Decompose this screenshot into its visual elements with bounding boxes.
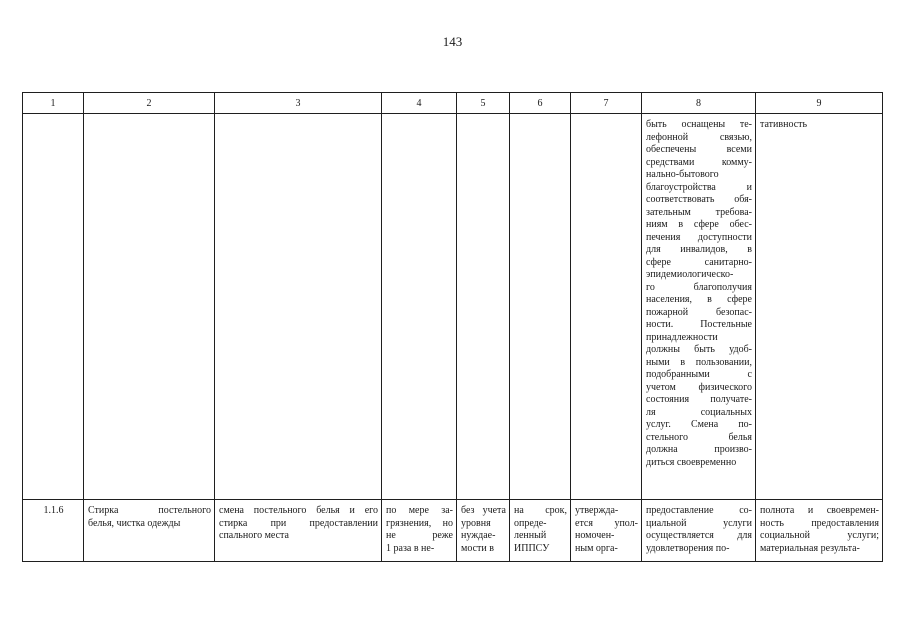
cell-line: должна произво- xyxy=(646,444,752,455)
cell-line: мости в xyxy=(461,542,494,554)
cell-line: го благополучия xyxy=(646,281,752,293)
cell-line: подобранными с xyxy=(646,369,752,380)
cell-line: ниям в сфере обес- xyxy=(646,219,752,230)
cell-line: печения доступности xyxy=(646,231,752,243)
cell-line: на срок, xyxy=(514,505,567,516)
evaluation-cell xyxy=(756,500,883,562)
table-cell xyxy=(382,114,457,500)
column-header: 3 xyxy=(215,93,382,114)
service-frequency-cell xyxy=(382,500,457,562)
cell-line: грязнения, но xyxy=(386,517,453,529)
cell-line: быть оснащены те- xyxy=(646,119,752,130)
standard-description-cell xyxy=(642,500,756,562)
cell-line: опреде- xyxy=(514,517,547,529)
column-header: 5 xyxy=(457,93,510,114)
column-header: 6 xyxy=(510,93,571,114)
cell-line: ИППСУ xyxy=(514,542,550,554)
cell-line: нально-бытового xyxy=(646,169,719,180)
cell-line: ленный xyxy=(514,530,547,541)
table-cell xyxy=(23,114,84,500)
evaluation-cell xyxy=(756,114,883,500)
cell-line: предоставление со- xyxy=(646,505,752,516)
cell-line: уровня xyxy=(461,517,491,529)
cell-line: без учета xyxy=(461,505,506,516)
cell-line: благоустройства и xyxy=(646,181,752,193)
services-table xyxy=(22,92,883,562)
cell-line: лефонной связью, xyxy=(646,131,752,143)
cell-line: ется упол- xyxy=(575,517,638,529)
cell-line: диться своевременно xyxy=(646,456,737,468)
cell-line: сфере санитарно- xyxy=(646,256,752,268)
table-row-continuation xyxy=(23,114,883,500)
cell-line: обеспечены всеми xyxy=(646,144,752,155)
cell-line: стирка при предоставлении xyxy=(219,517,378,529)
cell-line: ными в пользовании, xyxy=(646,356,752,368)
service-unit-cell xyxy=(457,500,510,562)
table-cell xyxy=(571,114,642,500)
column-header: 9 xyxy=(756,93,883,114)
column-header: 1 xyxy=(23,93,84,114)
column-header: 7 xyxy=(571,93,642,114)
cell-line: смена постельного белья и его xyxy=(219,505,378,516)
cell-line: учетом физического xyxy=(646,381,752,393)
cell-line: ности. Постельные xyxy=(646,319,752,330)
table-cell xyxy=(84,114,215,500)
cell-line: Стирка постельного xyxy=(88,505,211,516)
cell-line: удовлетворения по- xyxy=(646,542,730,554)
service-term-cell xyxy=(510,500,571,562)
service-tariff-cell xyxy=(571,500,642,562)
service-number-cell: 1.1.6 xyxy=(23,500,84,562)
table-row-1-1-6 xyxy=(23,500,883,562)
cell-line: полнота и своевремен- xyxy=(760,505,879,516)
column-header: 2 xyxy=(84,93,215,114)
cell-line: пожарной безопас- xyxy=(646,306,752,318)
cell-line: стельного белья xyxy=(646,431,752,443)
column-header: 8 xyxy=(642,93,756,114)
cell-line: состояния получате- xyxy=(646,394,752,405)
standard-description-cell xyxy=(642,114,756,500)
cell-line: не реже xyxy=(386,530,453,541)
table-cell xyxy=(457,114,510,500)
cell-line: населения, в сфере xyxy=(646,294,752,305)
cell-line: 1 раза в не- xyxy=(386,542,435,554)
column-header: 4 xyxy=(382,93,457,114)
cell-line: должны быть удоб- xyxy=(646,344,752,355)
header-row xyxy=(23,93,883,114)
cell-line: эпидемиологическо- xyxy=(646,269,734,280)
cell-line: циальной услуги xyxy=(646,517,752,529)
cell-line: ля социальных xyxy=(646,406,752,418)
cell-line: спального места xyxy=(219,530,289,541)
cell-line: номочен- xyxy=(575,530,615,541)
cell-line: для инвалидов, в xyxy=(646,244,752,255)
cell-line: материальная результа- xyxy=(760,542,860,554)
cell-line: нуждае- xyxy=(461,530,496,541)
table-cell xyxy=(510,114,571,500)
cell-line: социальной услуги; xyxy=(760,530,879,541)
cell-line: соответствовать обя- xyxy=(646,194,752,205)
cell-line: осуществляется для xyxy=(646,530,752,541)
cell-line: средствами комму- xyxy=(646,156,752,168)
cell-line: ность предоставления xyxy=(760,517,879,529)
evaluation-text: тативность xyxy=(760,119,808,130)
page-number: 143 xyxy=(442,34,463,49)
cell-line: принадлежности xyxy=(646,331,718,343)
cell-line: белья, чистка одежды xyxy=(88,517,181,529)
cell-line: ным орга- xyxy=(575,542,618,554)
service-name-cell xyxy=(84,500,215,562)
cell-line: услуг. Смена по- xyxy=(646,419,752,430)
service-content-cell xyxy=(215,500,382,562)
cell-line: зательным требова- xyxy=(646,206,752,218)
table-cell xyxy=(215,114,382,500)
cell-line: утвержда- xyxy=(575,505,619,516)
cell-line: по мере за- xyxy=(386,505,453,516)
